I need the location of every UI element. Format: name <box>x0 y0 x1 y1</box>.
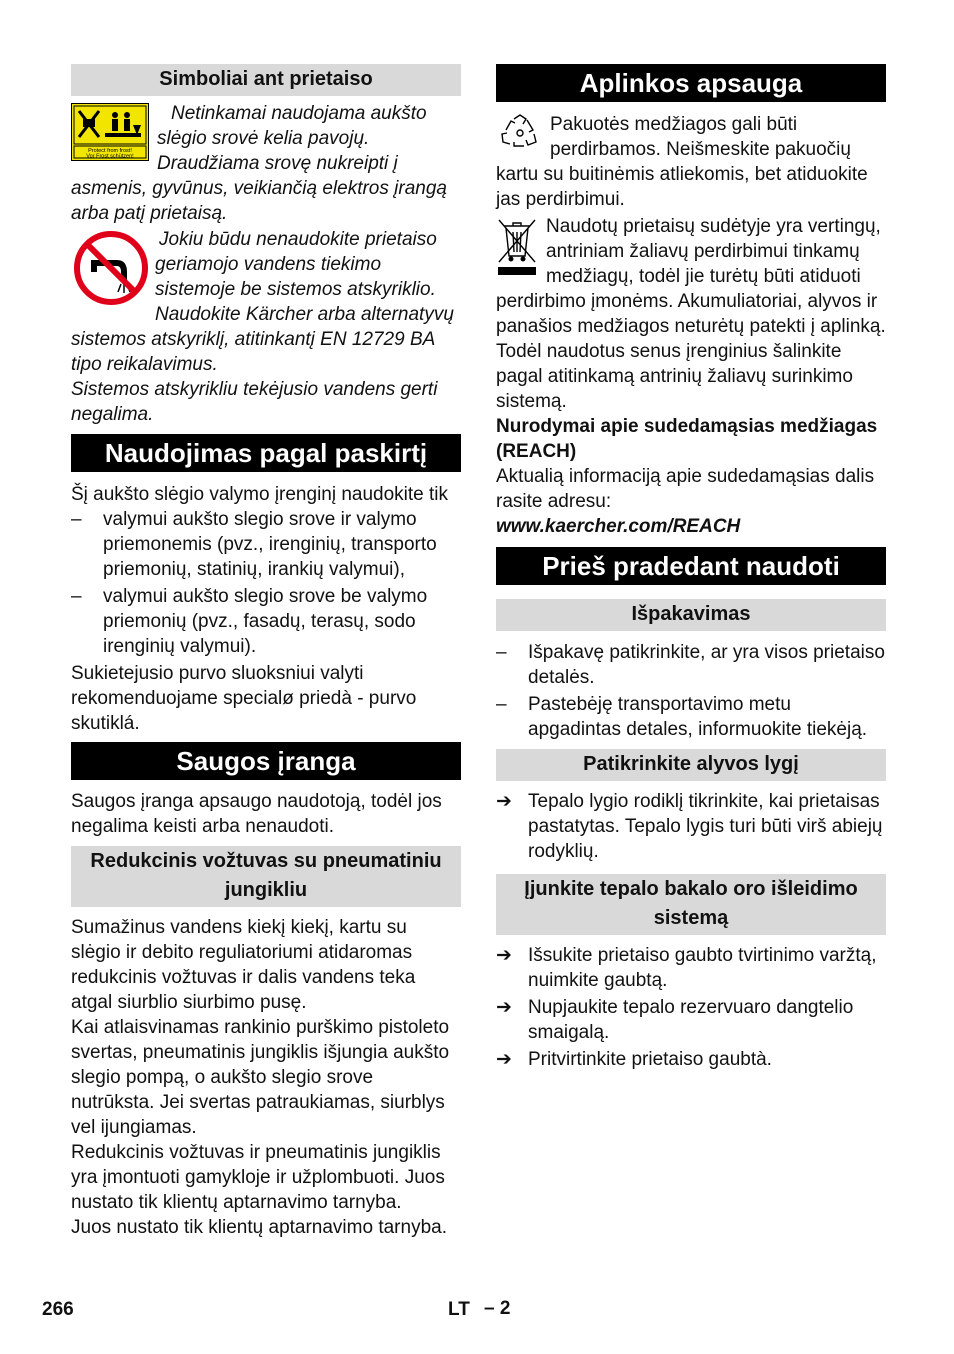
dash-marker: – <box>71 586 82 607</box>
dash-marker: – <box>496 642 507 663</box>
arrow-right-icon: ➔ <box>496 945 512 966</box>
environment-block-2 <box>496 214 886 414</box>
warning-text-3: Sistemos atskyrikliu tekėjusio vandens gerti negalima. <box>71 379 438 425</box>
list-item: ➔ Išsukite prietaiso gaubto tvirtinimo varžtą, nuimkite gaubtą. <box>496 945 877 991</box>
valve-paragraph-1: Sumažinus vandens kiekį kiekį, kartu su slėgio ir debito reguliatoriumi atidaromas redukcinis vožtuvas ir dalis vandens teka atgal siurblio siurbimo pusę. <box>71 917 416 1013</box>
dash-marker: – <box>71 509 82 530</box>
intended-use-intro: Šį aukšto slėgio valymo įrenginį naudokite tik <box>71 484 449 505</box>
intended-use-list <box>71 507 461 659</box>
safety-heading: Saugos įranga <box>71 742 461 780</box>
right-column <box>496 64 886 1072</box>
recycling-icon <box>498 114 542 154</box>
environment-block-1 <box>496 112 886 212</box>
left-column <box>71 64 461 1240</box>
weee-bin-icon <box>496 216 538 276</box>
oil-vent-list <box>496 943 886 1072</box>
environment-heading: Aplinkos apsauga <box>496 64 886 102</box>
frost-label-1: Protect from frost! <box>88 148 132 154</box>
language-code: LT <box>448 1299 470 1320</box>
list-item: – Pastebėję transportavimo metu apgadintas detales, informuokite tiekėją. <box>496 694 868 740</box>
list-item: ➔ Tepalo lygio rodiklį tikrinkite, kai prietaisas pastatytas. Tepalo lygis turi būti virš abiejų rodyklių. <box>496 791 883 862</box>
environment-text-1: Pakuotės medžiagos gali būti perdirbamos. Neišmeskite pakuočių kartu su buitinėmis atliekomis, bet atiduokite jas perdirbimui. <box>496 114 868 210</box>
warning-block-1 <box>71 101 461 226</box>
arrow-right-icon: ➔ <box>496 1049 512 1070</box>
unpacking-list <box>496 640 886 742</box>
warning-block-2 <box>71 227 461 377</box>
list-item: – Išpakavę patikrinkite, ar yra visos prietaiso detalės. <box>496 642 885 688</box>
safety-text: Saugos įranga apsaugo naudotoją, todėl jos negalima keisti arba nenaudoti. <box>71 791 442 837</box>
reach-text: Aktualią informaciją apie sudedamąsias dalis rasite adresu: <box>496 466 875 512</box>
intended-use-note: Sukietejusio purvo sluoksniui valyti rekomenduojame specialø priedà - purvo skutiklá. <box>71 663 417 734</box>
section-number: – 2 <box>484 1298 511 1319</box>
valve-paragraph-4: Juos nustato tik klientų aptarnavimo tarnyba. <box>71 1217 447 1238</box>
unpacking-heading: Išpakavimas <box>496 599 886 631</box>
arrow-right-icon: ➔ <box>496 791 512 812</box>
before-use-heading: Prieš pradedant naudoti <box>496 547 886 585</box>
frost-label-2: Vor Frost schützen! <box>86 153 134 160</box>
list-item: – valymui aukšto slegio srove ir valymo priemonemis (pvz., irenginių, transporto priemonių, statinių, irankių valymui), <box>71 509 437 580</box>
page-number: 266 <box>42 1299 74 1320</box>
dash-marker: – <box>496 694 507 715</box>
list-item: ➔ Nupjaukite tepalo rezervuaro dangtelio smaigalą. <box>496 997 854 1043</box>
reach-link[interactable]: www.kaercher.com/REACH <box>496 516 741 537</box>
oil-check-list <box>496 789 886 864</box>
intended-use-heading: Naudojimas pagal paskirtį <box>71 434 461 472</box>
no-drinking-water-icon <box>73 230 149 306</box>
high-pressure-warning-icon <box>71 103 149 161</box>
valve-paragraph-2: Kai atlaisvinamas rankinio purškimo pistoleto svertas, pneumatinis jungiklis išjungia aukšto slegio pompą, o aukšto slegio srove nutrūksta. Jei svertas patraukiamas, siurblys vel ijungiamas. <box>71 1017 450 1138</box>
valve-heading: Redukcinis vožtuvas su pneumatiniu jungikliu <box>71 846 461 907</box>
arrow-right-icon: ➔ <box>496 997 512 1018</box>
list-item: ➔ Pritvirtinkite prietaiso gaubtà. <box>496 1049 772 1070</box>
symbols-heading: Simboliai ant prietaiso <box>71 64 461 96</box>
oil-vent-heading: Įjunkite tepalo bakalo oro išleidimo sistemą <box>496 874 886 935</box>
reach-heading: Nurodymai apie sudedamąsias medžiagas (REACH) <box>496 416 878 462</box>
environment-text-2: Naudotų prietaisų sudėtyje yra vertingų, antriniam žaliavų perdirbimui tinkamų medžiagų, todėl jie turėtų būti atiduoti perdirbimo įmonėms. Akumuliatoriai, alyvos ir panašios medžiagos neturėtų patekti į aplinką. Todėl naudotus senus įrenginius šalinkite pagal atitinkamą antrinių žaliavų surinkimo sistemą. <box>496 216 886 412</box>
list-item: – valymui aukšto slegio srove be valymo priemonių (pvz., fasadų, terasų, sodo irenginių valymui). <box>71 586 428 657</box>
warning-text-1: Netinkamai naudojama aukšto slėgio srovė kelia pavojų. Draudžiama srovę nukreipti į asmenis, gyvūnus, veikiančią elektros įrangą arba patį prietaisą. <box>71 103 447 224</box>
warning-text-2: Jokiu būdu nenaudokite prietaiso geriamojo vandens tiekimo sistemoje be sistemos atskyriklio. Naudokite Kärcher arba alternatyvų sistemos atskyriklį, atitinkantį EN 12729 BA tipo reikalavimus. <box>71 229 454 375</box>
oil-check-heading: Patikrinkite alyvos lygį <box>496 749 886 781</box>
valve-paragraph-3: Redukcinis vožtuvas ir pneumatinis jungiklis yra įmontuoti gamykloje ir užplombuoti. Juos nustato tik klientų aptarnavimo tarnyba. <box>71 1142 445 1213</box>
